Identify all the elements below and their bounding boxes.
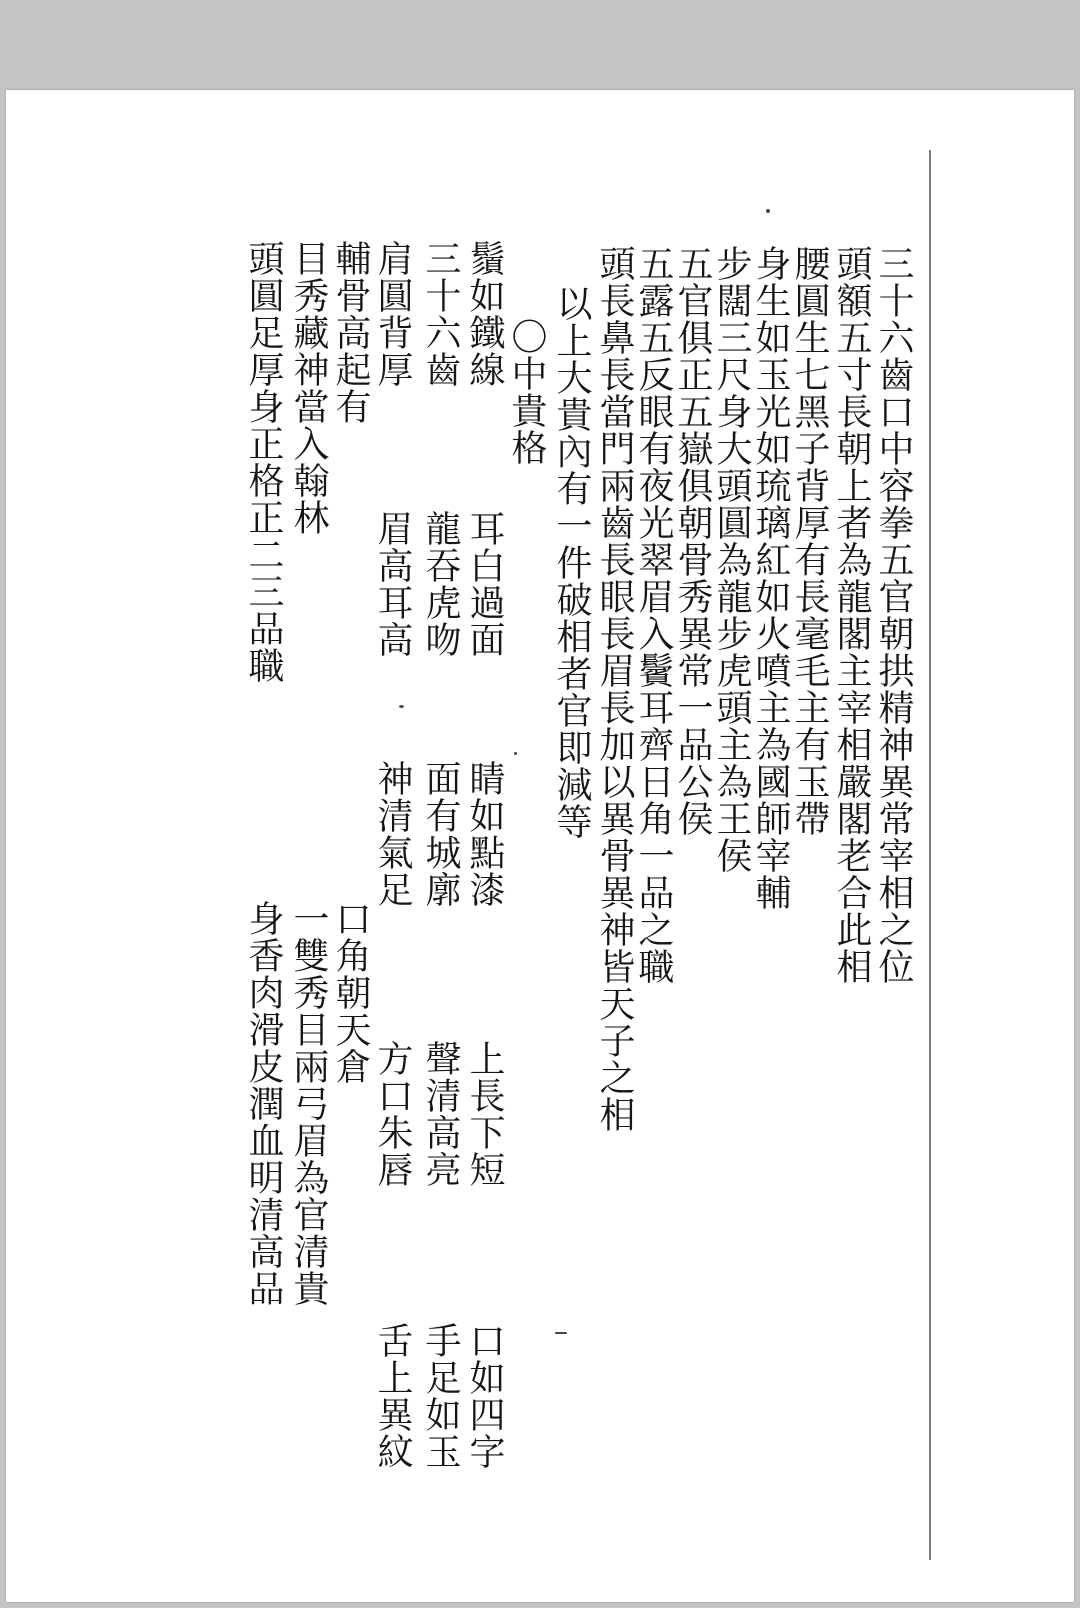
ink-speck [399, 705, 404, 708]
text-cell-12c: 面有城廓 [420, 760, 461, 908]
text-column-8: 頭長鼻長當門兩齒長眼長眉長加以異骨異神皆天子之相 [594, 245, 635, 1133]
ink-speck [514, 752, 517, 755]
binding-edge-line [929, 150, 931, 1560]
text-column-3: 腰圓生七黑子背厚有長毫毛主有玉帶 [789, 245, 830, 837]
ink-speck [555, 1332, 567, 1334]
text-cell-13c: 神清氣足 [372, 760, 413, 908]
text-cell-14a: 輔骨高起有 [330, 240, 371, 425]
text-cell-13a: 肩圓背厚 [372, 240, 413, 388]
text-cell-13d: 方口朱唇 [372, 1040, 413, 1188]
text-column-1: 三十六齒口中容拳五官朝拱精神異常宰相之位 [873, 245, 914, 985]
text-column-9: 以上大貴內有一件破相者官即減等 [551, 285, 592, 840]
text-cell-14b: 口角朝天倉 [330, 900, 371, 1085]
text-cell-13b: 眉高耳高 [372, 510, 413, 658]
text-column-7: 五露五反眼有夜光翠眉入鬢耳齊日角一品之職 [633, 245, 674, 985]
text-cell-11d: 上長下短 [464, 1040, 505, 1188]
text-column-4: 身生如玉光如琉璃紅如火噴主為國師宰輔 [750, 245, 791, 911]
text-cell-15b: 一雙秀目兩弓眉為官清貴 [288, 900, 329, 1307]
text-cell-11e: 口如四字 [464, 1322, 505, 1470]
text-cell-12d: 聲清高亮 [420, 1040, 461, 1188]
text-cell-13e: 舌上異紋 [372, 1322, 413, 1470]
text-column-2: 頭額五寸長朝上者為龍閣主宰相嚴閣老合此相 [831, 245, 872, 985]
text-cell-15a: 目秀藏神當入翰林 [288, 240, 329, 536]
text-column-6: 五官俱正五嶽俱朝骨秀異常一品公侯 [672, 245, 713, 837]
text-cell-12e: 手足如玉 [420, 1322, 461, 1470]
section-heading-middle-noble: 〇中貴格 [506, 318, 547, 466]
text-cell-16a: 頭圓足厚身正格正二三品職 [243, 240, 284, 684]
text-cell-11a: 鬚如鐵線 [464, 240, 505, 388]
text-column-5: 步闊三尺身大頭圓為龍步虎頭主為王侯 [711, 245, 752, 874]
text-cell-12b: 龍吞虎吻 [420, 510, 461, 658]
text-cell-12a: 三十六齒 [420, 240, 461, 388]
ink-speck [766, 209, 770, 213]
text-cell-11b: 耳白過面 [464, 510, 505, 658]
text-cell-16b: 身香肉滑皮潤血明清高品 [243, 900, 284, 1307]
text-cell-11c: 睛如點漆 [464, 760, 505, 908]
